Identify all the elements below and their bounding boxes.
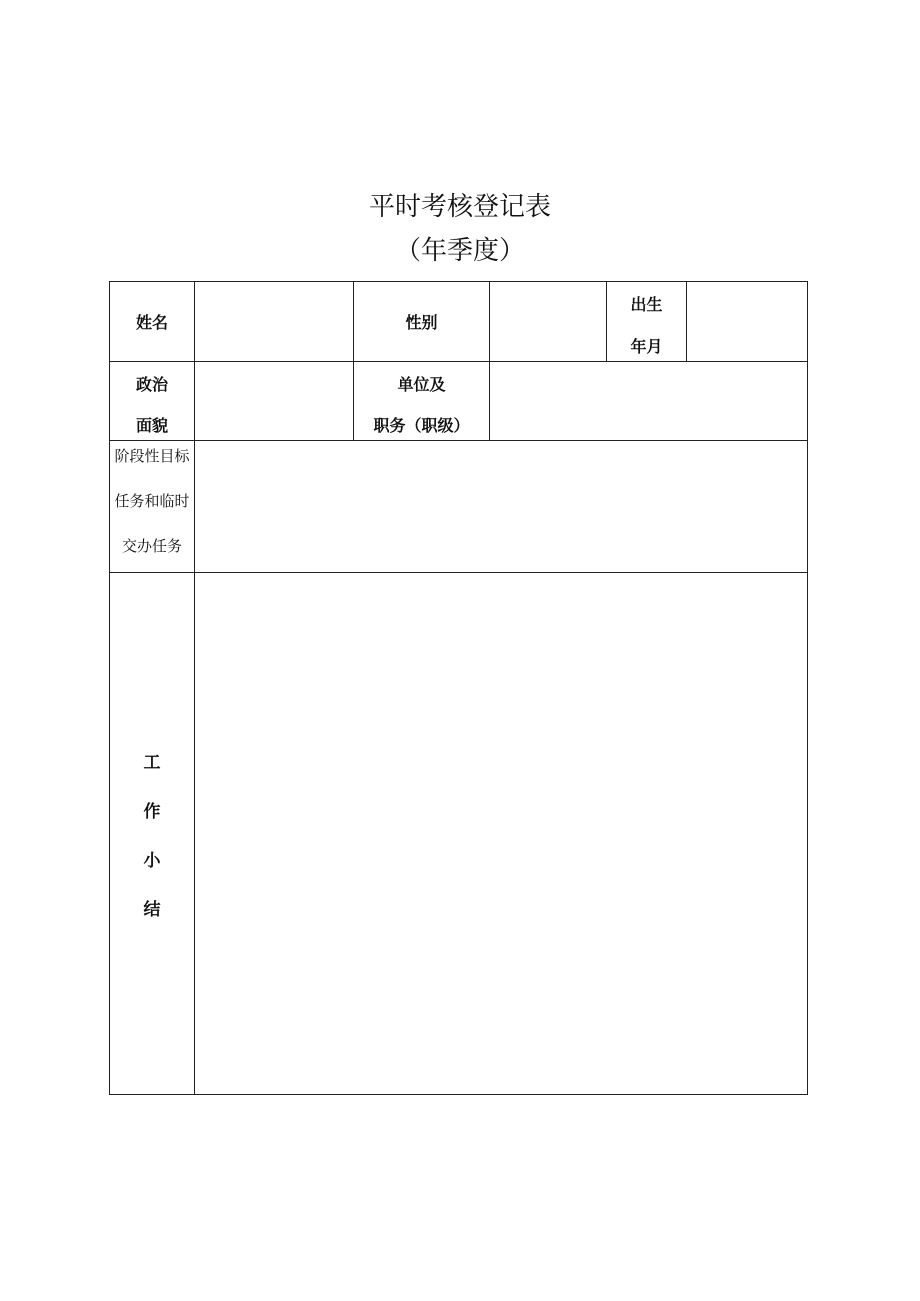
political-value-cell[interactable]	[194, 361, 354, 441]
summary-char: 工	[143, 752, 161, 773]
tasks-label-line3: 交办任务	[121, 537, 182, 555]
unit-label-cell	[353, 361, 490, 441]
gender-label: 性别	[405, 313, 438, 332]
tasks-label-cell	[109, 440, 195, 573]
summary-value-cell[interactable]	[194, 572, 808, 1095]
tasks-value-cell[interactable]	[194, 440, 808, 573]
gender-value-cell[interactable]	[489, 281, 607, 362]
summary-char: 结	[143, 899, 161, 920]
birth-label-line1: 出生	[630, 295, 663, 314]
unit-label-line2: 职务（职级）	[373, 416, 470, 435]
summary-char: 作	[143, 801, 161, 822]
political-label-line2: 面貌	[135, 416, 168, 435]
form-subtitle: （年季度）	[394, 236, 525, 266]
summary-label-cell	[109, 572, 195, 1095]
birth-value-cell[interactable]	[686, 281, 808, 362]
birth-label-line2: 年月	[630, 337, 663, 356]
gender-label-cell	[353, 281, 490, 362]
name-value-cell[interactable]	[194, 281, 354, 362]
summary-char: 小	[143, 850, 161, 871]
form-title: 平时考核登记表	[368, 192, 551, 222]
tasks-label-line2: 任务和临时	[114, 492, 190, 510]
political-label-cell	[109, 361, 195, 441]
name-label-cell	[109, 281, 195, 362]
political-label-line1: 政治	[135, 375, 168, 394]
tasks-label-line1: 阶段性目标	[114, 447, 190, 465]
unit-label-line1: 单位及	[397, 375, 446, 394]
birth-label-cell	[606, 281, 687, 362]
unit-value-cell[interactable]	[489, 361, 808, 441]
name-label: 姓名	[135, 313, 168, 332]
